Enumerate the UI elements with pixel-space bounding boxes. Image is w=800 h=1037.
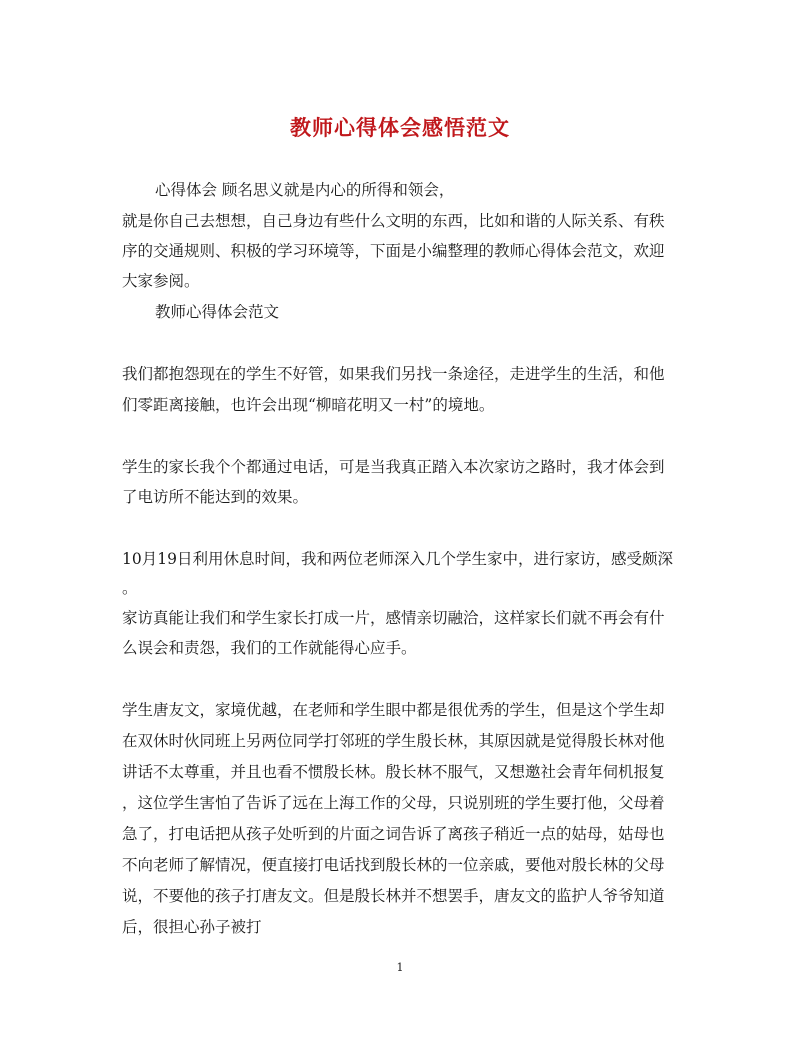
body-line: 家访真能让我们和学生家长打成一片，感情亲切融洽，这样家长们就不再会有什 xyxy=(122,609,665,627)
body-line: 么误会和责怨，我们的工作就能得心应手。 xyxy=(122,639,417,657)
body-line: 。 xyxy=(122,579,138,597)
body-line: 学生唐友文，家境优越，在老师和学生眼中都是很优秀的学生，但是这个学生却 xyxy=(122,701,665,719)
body-line: 讲话不太尊重，并且也看不惯殷长林。殷长林不服气，又想邀社会青年伺机报复 xyxy=(122,763,665,781)
body-line: 学生的家长我个个都通过电话，可是当我真正踏入本次家访之路时，我才体会到 xyxy=(122,458,665,476)
body-line: 说，不要他的孩子打唐友文。但是殷长林并不想罢手，唐友文的监护人爷爷知道 xyxy=(122,887,665,905)
body-line: 心得体会 顾名思义就是内心的所得和领会， xyxy=(155,181,455,199)
body-line: 们零距离接触，也许会出现“柳暗花明又一村”的境地。 xyxy=(122,396,495,414)
body-line: 了电访所不能达到的效果。 xyxy=(122,488,309,506)
body-line: 不向老师了解情况，便直接打电话找到殷长林的一位亲戚，要他对殷长林的父母 xyxy=(122,856,665,874)
body-line: 在双休时伙同班上另两位同学打邻班的学生殷长林，其原因就是觉得殷长林对他 xyxy=(122,732,665,750)
page-number: 1 xyxy=(396,961,404,974)
body-line: 急了，打电话把从孩子处听到的片面之词告诉了离孩子稍近一点的姑母，姑母也 xyxy=(122,825,665,843)
document-title: 教师心得体会感悟范文 xyxy=(290,115,510,140)
body-line: 我们都抱怨现在的学生不好管，如果我们另找一条途径，走进学生的生活，和他 xyxy=(122,365,665,383)
body-line: ，这位学生害怕了告诉了远在上海工作的父母，只说别班的学生要打他，父母着 xyxy=(122,794,665,812)
body-line: 大家参阅。 xyxy=(122,272,200,290)
body-line: 序的交通规则、积极的学习环境等，下面是小编整理的教师心得体会范文，欢迎 xyxy=(122,242,665,260)
body-line: 就是你自己去想想，自己身边有些什么文明的东西，比如和谐的人际关系、有秩 xyxy=(122,212,665,230)
section-heading: 教师心得体会范文 xyxy=(155,303,280,321)
body-line: 10月19日利用休息时间，我和两位老师深入几个学生家中，进行家访，感受颇深 xyxy=(122,550,673,568)
body-line: 后，很担心孙子被打 xyxy=(122,918,262,936)
